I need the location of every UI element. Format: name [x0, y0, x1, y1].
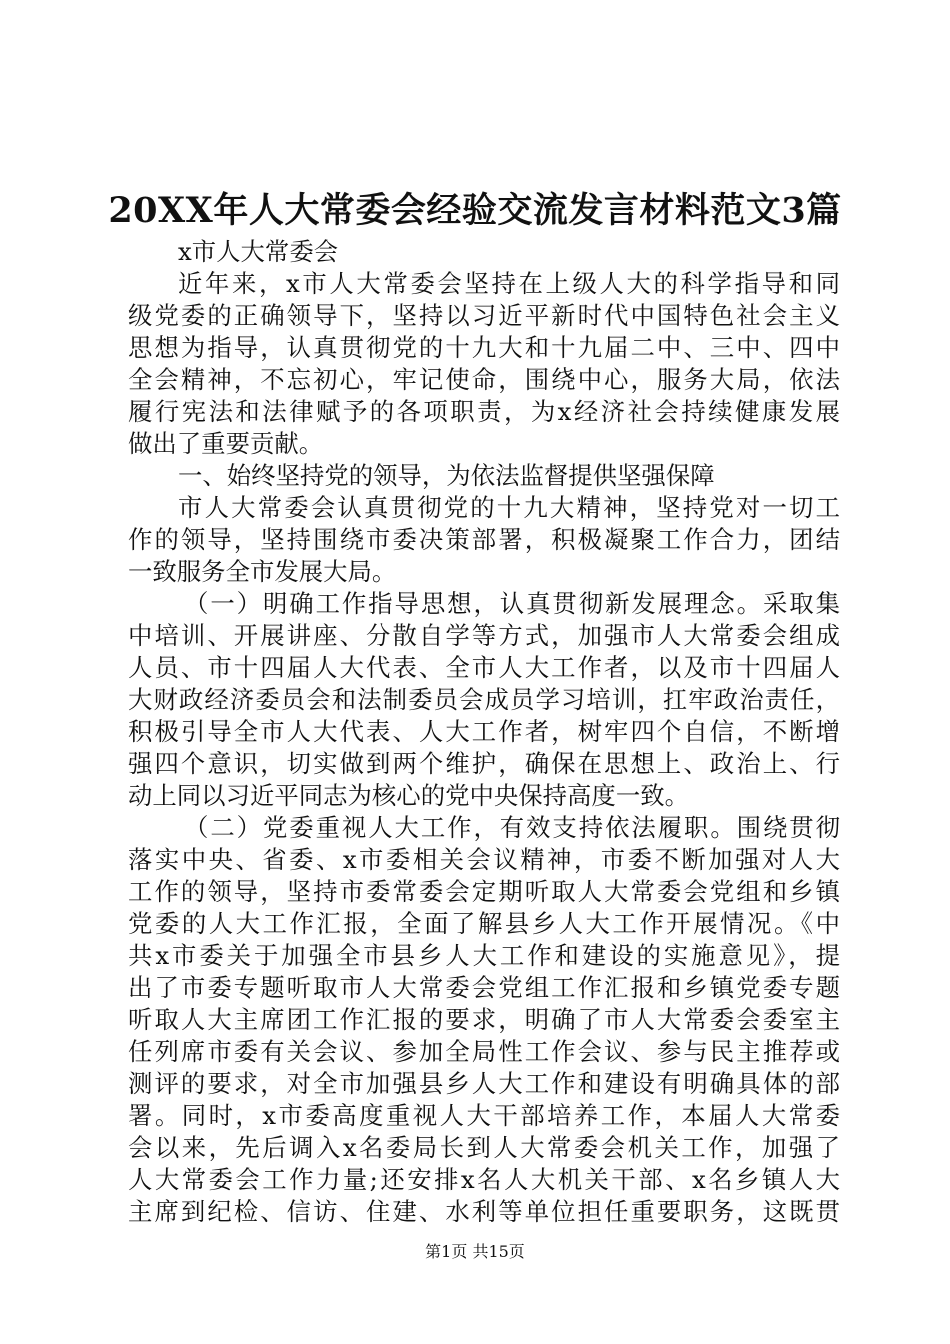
text-line: 人大常委会工作力量;还安排x名人大机关干部、x名乡镇人大 — [128, 1165, 840, 1194]
text-line: 全会精神，不忘初心，牢记使命，围绕中心，服务大局，依法 — [128, 365, 840, 394]
text-line: 落实中央、省委、x市委相关会议精神，市委不断加强对人大 — [128, 845, 840, 874]
text-line: 任列席市委有关会议、参加全局性工作会议、参与民主推荐或 — [128, 1037, 840, 1066]
text-line: 动上同以习近平同志为核心的党中央保持高度一致。 — [128, 781, 689, 810]
document-body — [128, 236, 840, 1228]
text-line: 工作的领导，坚持市委常委会定期听取人大常委会党组和乡镇 — [128, 877, 840, 906]
text-line: 思想为指导，认真贯彻党的十九大和十九届二中、三中、四中 — [128, 333, 840, 362]
page-number-footer: 第1页 共15页 — [425, 1242, 525, 1261]
text-line: 听取人大主席团工作汇报的要求，明确了市人大常委会委室主 — [128, 1005, 840, 1034]
text-line: 大财政经济委员会和法制委员会成员学习培训，扛牢政治责任， — [128, 685, 840, 714]
text-line: 署。同时，x市委高度重视人大干部培养工作，本届人大常委 — [128, 1101, 840, 1130]
text-line: 市人大常委会认真贯彻党的十九大精神，坚持党对一切工 — [178, 493, 840, 522]
text-line: 级党委的正确领导下，坚持以习近平新时代中国特色社会主义 — [128, 301, 840, 330]
text-line: 作的领导，坚持围绕市委决策部署，积极凝聚工作合力，团结 — [128, 525, 840, 554]
text-line: （一）明确工作指导思想，认真贯彻新发展理念。采取集 — [184, 589, 840, 618]
text-line: 会以来，先后调入x名委局长到人大常委会机关工作，加强了 — [128, 1133, 840, 1162]
text-line: 中培训、开展讲座、分散自学等方式，加强市人大常委会组成 — [128, 621, 840, 650]
text-line: 一、始终坚持党的领导，为依法监督提供坚强保障 — [178, 461, 715, 490]
text-line: 出了市委专题听取市人大常委会党组工作汇报和乡镇党委专题 — [128, 973, 840, 1002]
text-line: 积极引导全市人大代表、人大工作者，树牢四个自信，不断增 — [128, 717, 840, 746]
text-line: （二）党委重视人大工作，有效支持依法履职。围绕贯彻 — [184, 813, 840, 842]
text-line: 近年来，x市人大常委会坚持在上级人大的科学指导和同 — [178, 269, 840, 298]
text-line: 人员、市十四届人大代表、全市人大工作者，以及市十四届人 — [128, 653, 840, 682]
text-line: x市人大常委会 — [178, 237, 339, 266]
text-line: 强四个意识，切实做到两个维护，确保在思想上、政治上、行 — [128, 749, 840, 778]
document-title: 20XX年人大常委会经验交流发言材料范文3篇 — [108, 190, 842, 231]
text-line: 一致服务全市发展大局。 — [128, 557, 397, 586]
text-line: 共x市委关于加强全市县乡人大工作和建设的实施意见》，提 — [128, 941, 840, 970]
text-line: 履行宪法和法律赋予的各项职责，为x经济社会持续健康发展 — [128, 397, 840, 426]
text-line: 做出了重要贡献。 — [128, 429, 324, 458]
text-line: 测评的要求，对全市加强县乡人大工作和建设有明确具体的部 — [128, 1069, 840, 1098]
text-line: 主席到纪检、信访、住建、水利等单位担任重要职务，这既贯 — [128, 1197, 840, 1226]
text-line: 党委的人大工作汇报，全面了解县乡人大工作开展情况。《中 — [128, 909, 840, 938]
